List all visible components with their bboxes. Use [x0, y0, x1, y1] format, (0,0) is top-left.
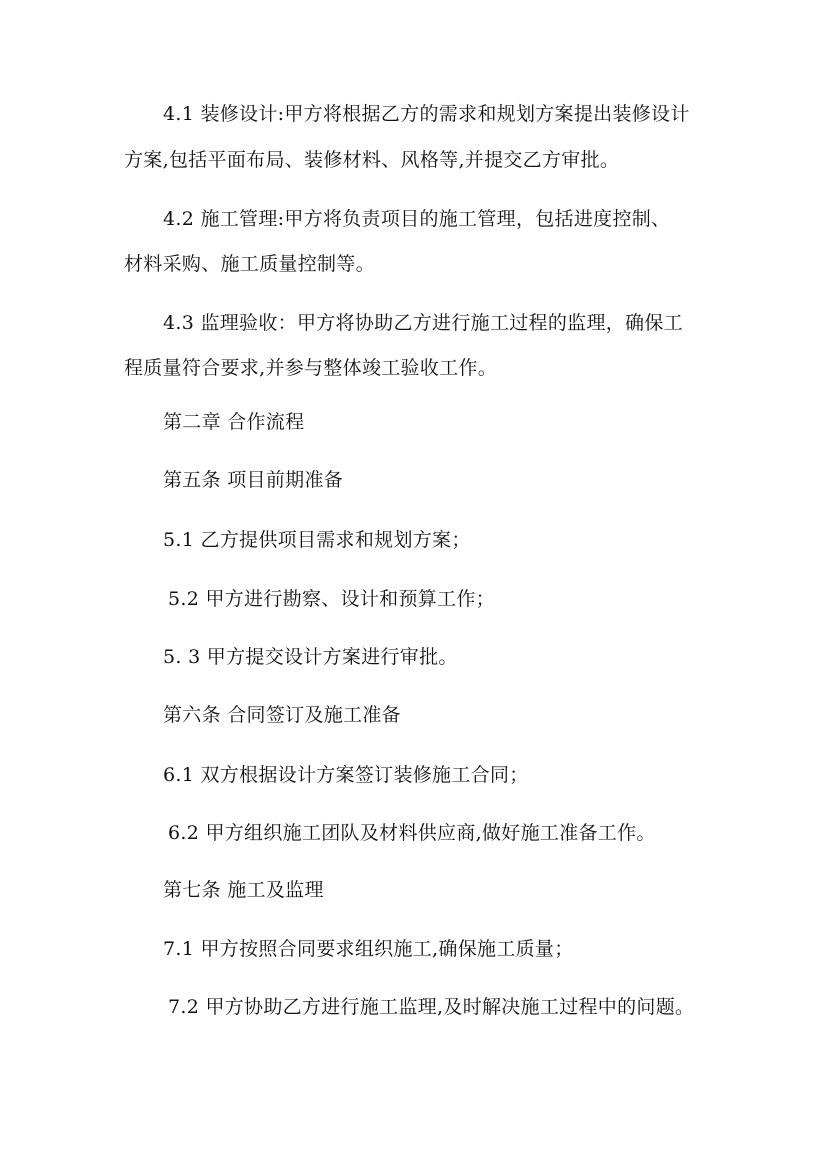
clause-6-2: 6.2 甲方组织施工团队及材料供应商,做好施工准备工作。: [168, 822, 656, 844]
clause-4-2-line-2: 材料采购、施工质量控制等。: [124, 253, 375, 275]
clause-4-1-line-2: 方案,包括平面布局、装修材料、风格等,并提交乙方审批。: [124, 149, 620, 171]
clause-7-1: 7.1 甲方按照合同要求组织施工,确保施工质量；: [163, 938, 574, 960]
clause-4-3-line-1: 4.3 监理验收：甲方将协助乙方进行施工过程的监理，确保工: [163, 312, 683, 334]
clause-5-2: 5.2 甲方进行勘察、设计和预算工作；: [168, 588, 495, 610]
clause-4-1-line-1: 4.1 装修设计:甲方将根据乙方的需求和规划方案提出装修设计: [163, 103, 690, 125]
article-5-heading: 第五条 项目前期准备: [163, 469, 344, 491]
clause-5-1: 5.1 乙方提供项目需求和规划方案；: [163, 529, 471, 551]
clause-5-3: 5. 3 甲方提交设计方案进行审批。: [163, 646, 458, 668]
article-6-heading: 第六条 合同签订及施工准备: [163, 704, 401, 726]
clause-4-3-line-2: 程质量符合要求,并参与整体竣工验收工作。: [124, 357, 498, 379]
article-7-heading: 第七条 施工及监理: [163, 879, 324, 901]
clause-4-2-line-1: 4.2 施工管理:甲方将负责项目的施工管理，包括进度控制、: [163, 208, 671, 230]
chapter-heading: 第二章 合作流程: [163, 411, 305, 433]
clause-7-2: 7.2 甲方协助乙方进行施工监理,及时解决施工过程中的问题。: [168, 996, 695, 1018]
clause-6-1: 6.1 双方根据设计方案签订装修施工合同；: [163, 764, 529, 786]
